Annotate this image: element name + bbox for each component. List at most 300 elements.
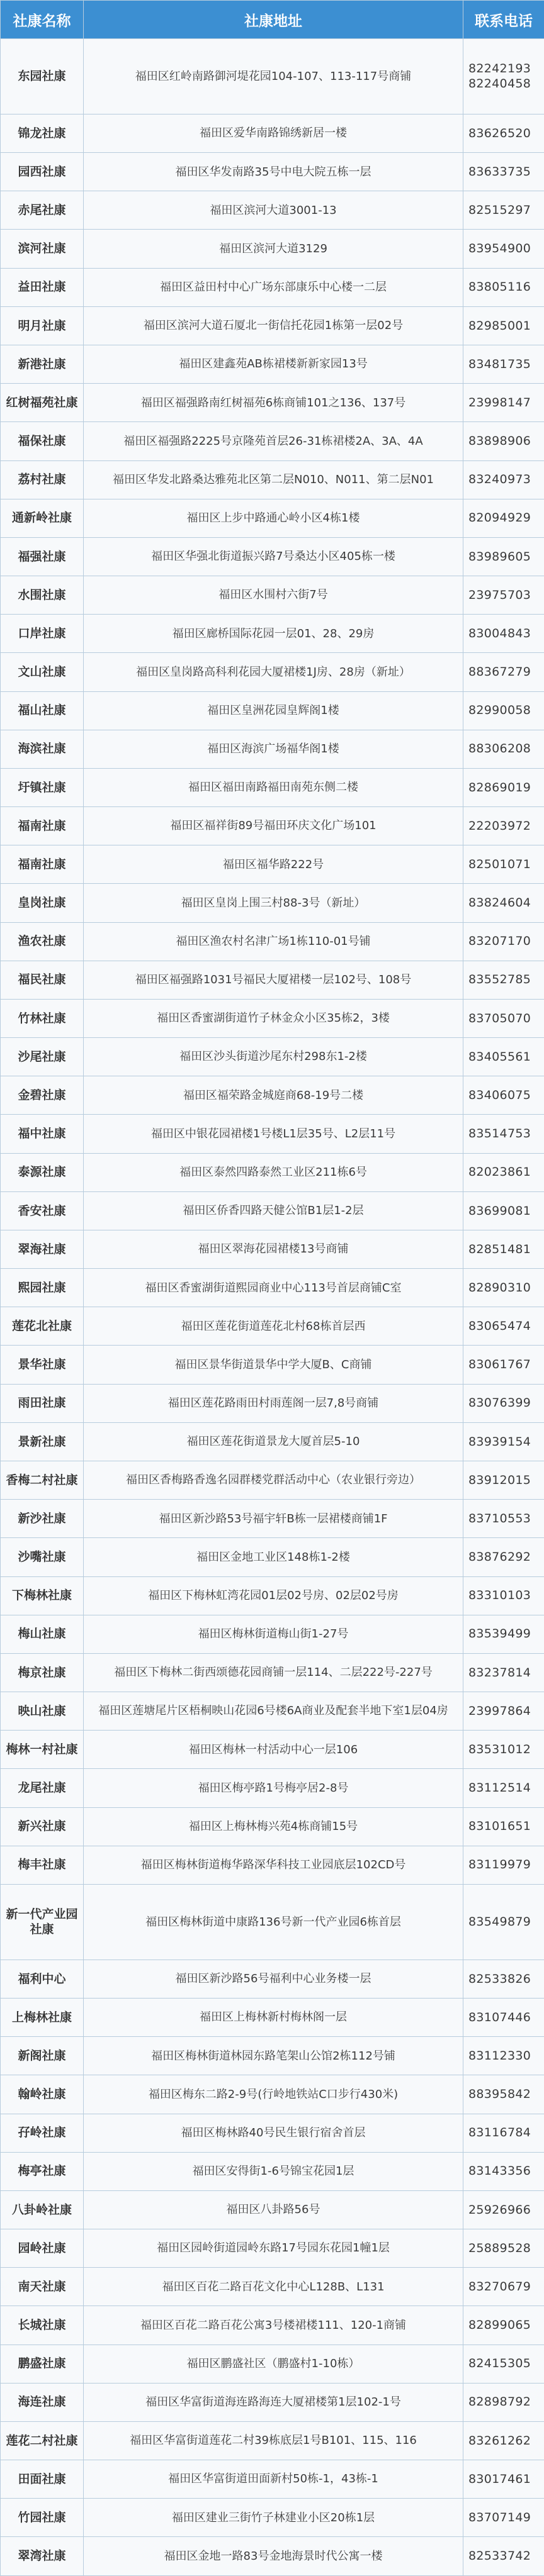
clinic-phone bbox=[463, 1384, 544, 1422]
clinic-name: 金碧社康 bbox=[1, 1076, 84, 1115]
table-row bbox=[1, 460, 544, 499]
clinic-address: 福田区梅林街道林园东路笔架山公馆2栋112号铺 bbox=[84, 2037, 463, 2075]
clinic-phone bbox=[463, 1115, 544, 1153]
clinic-address: 福田区华强北街道振兴路7号桑达小区405栋一楼 bbox=[84, 537, 463, 576]
clinic-phone bbox=[463, 422, 544, 460]
clinic-phone bbox=[463, 1500, 544, 1538]
phone-number: 83705070 bbox=[468, 1011, 531, 1025]
clinic-name: 梅京社康 bbox=[1, 1653, 84, 1692]
clinic-address: 福田区华富街道海连路海连大厦裙楼第1层102-1号 bbox=[84, 2383, 463, 2421]
clinic-phone bbox=[463, 1153, 544, 1191]
clinic-phone bbox=[463, 1230, 544, 1268]
phone-number: 83912015 bbox=[468, 1473, 531, 1487]
table-row bbox=[1, 730, 544, 768]
table-row bbox=[1, 306, 544, 345]
clinic-address: 福田区华富街道田面新村50栋-1，43栋-1 bbox=[84, 2460, 463, 2499]
table-row bbox=[1, 2037, 544, 2075]
clinic-address: 福田区福华路222号 bbox=[84, 845, 463, 884]
clinic-phone bbox=[463, 1731, 544, 1769]
clinic-phone bbox=[463, 2037, 544, 2075]
phone-number: 83954900 bbox=[468, 242, 531, 256]
phone-number: 82990058 bbox=[468, 703, 531, 718]
clinic-phone bbox=[463, 1615, 544, 1653]
clinic-address: 福田区梅林路40号民生银行宿舍首层 bbox=[84, 2114, 463, 2152]
clinic-phone bbox=[463, 1807, 544, 1846]
clinic-phone bbox=[463, 2152, 544, 2190]
clinic-name: 上梅林社康 bbox=[1, 1999, 84, 2037]
clinic-address: 福田区爱华南路锦绣新居一楼 bbox=[84, 114, 463, 152]
clinic-phone bbox=[463, 2537, 544, 2576]
clinic-name: 竹林社康 bbox=[1, 999, 84, 1037]
clinic-phone bbox=[463, 1884, 544, 1960]
phone-number: 83076399 bbox=[468, 1396, 531, 1410]
clinic-name: 荔村社康 bbox=[1, 460, 84, 499]
clinic-name: 映山社康 bbox=[1, 1692, 84, 1731]
phone-number: 82240458 bbox=[468, 77, 531, 91]
clinic-address: 福田区园岭街道园岭东路17号园东花园1幢1层 bbox=[84, 2229, 463, 2268]
phone-number: 83061767 bbox=[468, 1358, 531, 1372]
clinic-phone bbox=[463, 2268, 544, 2306]
clinic-address: 福田区福强路南红树福苑6栋商铺101之136、137号 bbox=[84, 384, 463, 422]
clinic-phone bbox=[463, 922, 544, 961]
clinic-name: 锦龙社康 bbox=[1, 114, 84, 152]
phone-number: 88367279 bbox=[468, 665, 531, 679]
clinic-phone bbox=[463, 384, 544, 422]
clinic-address: 福田区梅林街道梅华路深华科技工业园底层102CD号 bbox=[84, 1846, 463, 1884]
clinic-name: 香梅二村社康 bbox=[1, 1461, 84, 1499]
clinic-name: 沙嘴社康 bbox=[1, 1538, 84, 1576]
phone-number: 82533826 bbox=[468, 1971, 531, 1986]
clinic-phone bbox=[463, 2345, 544, 2383]
phone-number: 83004843 bbox=[468, 626, 531, 640]
clinic-address: 福田区百花二路百花公寓3号楼裙楼111、120-1商铺 bbox=[84, 2306, 463, 2345]
clinic-phone bbox=[463, 576, 544, 615]
clinic-address: 福田区香蜜湖街道熙园商业中心113号首层商铺C室 bbox=[84, 1269, 463, 1307]
clinic-address: 福田区新沙路53号福宇轩B栋一层裙楼商铺1F bbox=[84, 1500, 463, 1538]
table-row bbox=[1, 1038, 544, 1076]
table-row bbox=[1, 1346, 544, 1384]
clinic-phone bbox=[463, 807, 544, 845]
phone-number: 82533742 bbox=[468, 2549, 531, 2563]
phone-number: 82869019 bbox=[468, 780, 531, 795]
clinic-phone bbox=[463, 845, 544, 884]
clinic-phone bbox=[463, 691, 544, 730]
table-row bbox=[1, 653, 544, 691]
table-row bbox=[1, 999, 544, 1037]
table-row bbox=[1, 1076, 544, 1115]
clinic-phone bbox=[463, 191, 544, 230]
clinic-phone bbox=[463, 1269, 544, 1307]
phone-number: 83112514 bbox=[468, 1781, 531, 1795]
clinic-address: 福田区益田村中心广场东部康乐中心楼一二层 bbox=[84, 268, 463, 306]
clinic-name: 孖岭社康 bbox=[1, 2114, 84, 2152]
clinic-name: 福南社康 bbox=[1, 845, 84, 884]
header-row bbox=[1, 1, 544, 39]
phone-number: 83143356 bbox=[468, 2164, 531, 2178]
clinic-address: 福田区华富街道莲花二村39栋底层1号B101、115、116 bbox=[84, 2421, 463, 2460]
clinic-name: 新港社康 bbox=[1, 345, 84, 384]
table-row bbox=[1, 2383, 544, 2421]
table-row bbox=[1, 1153, 544, 1191]
clinic-address: 福田区下梅林二街西颂德花园商铺一层114、二层222号-227号 bbox=[84, 1653, 463, 1692]
clinic-address: 福田区渔农村名津广场1栋110-01号铺 bbox=[84, 922, 463, 961]
clinic-address: 福田区百花二路百花文化中心L128B、L131 bbox=[84, 2268, 463, 2306]
table-row bbox=[1, 2229, 544, 2268]
table-row bbox=[1, 1115, 544, 1153]
clinic-phone bbox=[463, 2383, 544, 2421]
phone-number: 83549879 bbox=[468, 1915, 531, 1929]
clinic-name: 通新岭社康 bbox=[1, 499, 84, 537]
table-row bbox=[1, 384, 544, 422]
clinic-phone bbox=[463, 961, 544, 999]
clinic-address: 福田区金地一路83号金地海景时代公寓一楼 bbox=[84, 2537, 463, 2576]
clinic-address: 福田区香蜜湖街道竹子林金众小区35栋2，3楼 bbox=[84, 999, 463, 1037]
clinic-name: 新阁社康 bbox=[1, 2037, 84, 2075]
clinic-address: 福田区香梅路香逸名园群楼党群活动中心（农业银行旁边） bbox=[84, 1461, 463, 1499]
clinic-phone bbox=[463, 39, 544, 114]
clinic-address: 福田区上步中路通心岭小区4栋1楼 bbox=[84, 499, 463, 537]
clinic-name: 新兴社康 bbox=[1, 1807, 84, 1846]
clinic-address: 福田区莲花街道景龙大厦首层5-10 bbox=[84, 1422, 463, 1461]
phone-number: 23975703 bbox=[468, 588, 531, 602]
clinic-phone bbox=[463, 768, 544, 806]
clinic-address: 福田区下梅林虹湾花园01层02号房、02层02号房 bbox=[84, 1576, 463, 1615]
table-row bbox=[1, 1307, 544, 1346]
clinic-name: 景华社康 bbox=[1, 1346, 84, 1384]
table-row bbox=[1, 845, 544, 884]
phone-number: 88395842 bbox=[468, 2087, 531, 2102]
clinic-name: 沙尾社康 bbox=[1, 1038, 84, 1076]
clinic-phone bbox=[463, 1576, 544, 1615]
table-row bbox=[1, 1576, 544, 1615]
clinic-name: 香安社康 bbox=[1, 1191, 84, 1230]
clinic-address: 福田区海滨广场福华阁1楼 bbox=[84, 730, 463, 768]
phone-number: 83101651 bbox=[468, 1819, 531, 1834]
clinic-name: 明月社康 bbox=[1, 306, 84, 345]
phone-number: 83710553 bbox=[468, 1511, 531, 1525]
clinic-phone bbox=[463, 306, 544, 345]
phone-number: 88306208 bbox=[468, 742, 531, 756]
clinic-address: 福田区翠海花园裙楼13号商铺 bbox=[84, 1230, 463, 1268]
phone-number: 83112330 bbox=[468, 2048, 531, 2063]
clinic-phone bbox=[463, 2114, 544, 2152]
clinic-name: 泰源社康 bbox=[1, 1153, 84, 1191]
table-row bbox=[1, 499, 544, 537]
clinic-name: 渔农社康 bbox=[1, 922, 84, 961]
clinic-name: 东园社康 bbox=[1, 39, 84, 114]
clinic-phone bbox=[463, 2421, 544, 2460]
phone-number: 83939154 bbox=[468, 1434, 531, 1449]
table-row bbox=[1, 2114, 544, 2152]
table-row bbox=[1, 691, 544, 730]
clinic-phone bbox=[463, 653, 544, 691]
clinic-name: 益田社康 bbox=[1, 268, 84, 306]
clinic-name: 翠湾社康 bbox=[1, 2537, 84, 2576]
phone-number: 83531012 bbox=[468, 1742, 531, 1756]
table-row bbox=[1, 114, 544, 152]
clinic-address: 福田区上梅林梅兴苑4栋商铺15号 bbox=[84, 1807, 463, 1846]
phone-number: 25889528 bbox=[468, 2241, 531, 2255]
phone-number: 83626520 bbox=[468, 126, 531, 140]
table-row bbox=[1, 230, 544, 268]
clinic-address: 福田区华发北路桑达雅苑北区第二层N010、N011、第二层N01 bbox=[84, 460, 463, 499]
clinic-name: 莲花二村社康 bbox=[1, 2421, 84, 2460]
clinic-phone bbox=[463, 1538, 544, 1576]
phone-number: 82890310 bbox=[468, 1280, 531, 1295]
clinic-name: 竹园社康 bbox=[1, 2499, 84, 2537]
clinic-name: 梅山社康 bbox=[1, 1615, 84, 1653]
clinic-phone bbox=[463, 537, 544, 576]
phone-number: 83539499 bbox=[468, 1627, 531, 1641]
clinic-name: 福保社康 bbox=[1, 422, 84, 460]
phone-number: 83876292 bbox=[468, 1550, 531, 1564]
clinic-name: 莲花北社康 bbox=[1, 1307, 84, 1346]
clinic-address: 福田区皇洲花园皇辉阁1楼 bbox=[84, 691, 463, 730]
table-row bbox=[1, 537, 544, 576]
table-row bbox=[1, 191, 544, 230]
clinic-phone bbox=[463, 1191, 544, 1230]
clinic-phone bbox=[463, 1769, 544, 1807]
table-row bbox=[1, 1884, 544, 1960]
table-row bbox=[1, 961, 544, 999]
table-row bbox=[1, 884, 544, 922]
table-row bbox=[1, 1807, 544, 1846]
clinic-name: 口岸社康 bbox=[1, 615, 84, 653]
clinic-address: 福田区建鑫苑AB栋裙楼新新家园13号 bbox=[84, 345, 463, 384]
clinic-phone bbox=[463, 499, 544, 537]
header-phone: 联系电话 bbox=[463, 1, 544, 39]
table-row bbox=[1, 1191, 544, 1230]
clinic-address: 福田区上梅林新村梅林阁一层 bbox=[84, 1999, 463, 2037]
clinic-name: 下梅林社康 bbox=[1, 1576, 84, 1615]
clinic-name: 海连社康 bbox=[1, 2383, 84, 2421]
clinic-name: 福强社康 bbox=[1, 537, 84, 576]
phone-number: 83237814 bbox=[468, 1665, 531, 1680]
table-row bbox=[1, 922, 544, 961]
clinic-name: 景新社康 bbox=[1, 1422, 84, 1461]
clinic-phone bbox=[463, 268, 544, 306]
header-name: 社康名称 bbox=[1, 1, 84, 39]
clinic-address: 福田区福强路2225号京隆苑首层26-31栋裙楼2A、3A、4A bbox=[84, 422, 463, 460]
table-row bbox=[1, 2421, 544, 2460]
clinic-phone bbox=[463, 114, 544, 152]
clinic-address: 福田区福荣路金城庭商68-19号二楼 bbox=[84, 1076, 463, 1115]
clinic-address: 福田区梅林一村活动中心一层106 bbox=[84, 1731, 463, 1769]
phone-number: 83119979 bbox=[468, 1858, 531, 1872]
clinic-phone bbox=[463, 1692, 544, 1731]
phone-number: 83699081 bbox=[468, 1203, 531, 1218]
clinic-address: 福田区莲花路雨田村雨莲阁一层7,8号商铺 bbox=[84, 1384, 463, 1422]
table-row bbox=[1, 2345, 544, 2383]
clinic-address: 福田区福强路1031号福民大厦裙楼一层102号、108号 bbox=[84, 961, 463, 999]
phone-number: 83481735 bbox=[468, 357, 531, 371]
clinic-phone bbox=[463, 615, 544, 653]
clinic-phone bbox=[463, 2460, 544, 2499]
table-row bbox=[1, 268, 544, 306]
clinic-address: 福田区皇岗上围三村88-3号（新址） bbox=[84, 884, 463, 922]
clinic-phone bbox=[463, 1960, 544, 1998]
clinic-phone bbox=[463, 2306, 544, 2345]
table-row bbox=[1, 2306, 544, 2345]
phone-number: 83989605 bbox=[468, 549, 531, 564]
phone-number: 83824604 bbox=[468, 896, 531, 910]
table-row bbox=[1, 1461, 544, 1499]
clinic-phone bbox=[463, 1346, 544, 1384]
phone-number: 83017461 bbox=[468, 2472, 531, 2486]
table-row bbox=[1, 2268, 544, 2306]
table-row bbox=[1, 1422, 544, 1461]
clinic-address: 福田区华发南路35号中电大院五栋一层 bbox=[84, 153, 463, 191]
clinic-name: 赤尾社康 bbox=[1, 191, 84, 230]
clinic-address: 福田区中银花园裙楼1号楼L1层35号、L2层11号 bbox=[84, 1115, 463, 1153]
clinic-address: 福田区福田南路福田南苑东侧二楼 bbox=[84, 768, 463, 806]
clinic-address: 福田区鹏盛社区（鹏盛村1-10栋） bbox=[84, 2345, 463, 2383]
clinic-phone bbox=[463, 1846, 544, 1884]
clinic-name: 雨田社康 bbox=[1, 1384, 84, 1422]
table-row bbox=[1, 1384, 544, 1422]
clinic-phone bbox=[463, 884, 544, 922]
table-row bbox=[1, 2499, 544, 2537]
table-body bbox=[1, 39, 544, 2576]
table-row bbox=[1, 2460, 544, 2499]
phone-number: 83514753 bbox=[468, 1127, 531, 1141]
table-row bbox=[1, 345, 544, 384]
table-row bbox=[1, 153, 544, 191]
clinic-address: 福田区廊桥国际花园一层01、28、29房 bbox=[84, 615, 463, 653]
clinic-address: 福田区梅东二路2-9号(行岭地铁站C口步行430米) bbox=[84, 2075, 463, 2114]
clinic-address: 福田区滨河大道3001-13 bbox=[84, 191, 463, 230]
clinic-name: 八卦岭社康 bbox=[1, 2190, 84, 2229]
table-row bbox=[1, 1692, 544, 1731]
phone-number: 83405561 bbox=[468, 1049, 531, 1064]
phone-number: 83633735 bbox=[468, 164, 531, 179]
clinic-phone bbox=[463, 460, 544, 499]
phone-number: 83707149 bbox=[468, 2510, 531, 2524]
clinic-phone bbox=[463, 999, 544, 1037]
table-row bbox=[1, 1269, 544, 1307]
table-row bbox=[1, 576, 544, 615]
phone-number: 83898906 bbox=[468, 434, 531, 449]
clinic-name: 圩镇社康 bbox=[1, 768, 84, 806]
phone-number: 83406075 bbox=[468, 1088, 531, 1102]
clinic-address: 福田区梅林街道梅山街1-27号 bbox=[84, 1615, 463, 1653]
clinic-address: 福田区泰然四路泰然工业区211栋6号 bbox=[84, 1153, 463, 1191]
phone-number: 83116784 bbox=[468, 2126, 531, 2140]
table-row bbox=[1, 1538, 544, 1576]
phone-number: 82898792 bbox=[468, 2395, 531, 2409]
clinic-name: 翠海社康 bbox=[1, 1230, 84, 1268]
table-row bbox=[1, 615, 544, 653]
table-row bbox=[1, 1230, 544, 1268]
clinic-name: 福山社康 bbox=[1, 691, 84, 730]
clinic-name: 翰岭社康 bbox=[1, 2075, 84, 2114]
phone-number: 83107446 bbox=[468, 2010, 531, 2024]
phone-number: 23998147 bbox=[468, 395, 531, 410]
phone-number: 83261262 bbox=[468, 2433, 531, 2448]
clinic-name: 鹏盛社康 bbox=[1, 2345, 84, 2383]
clinic-address: 福田区安得街1-6号锦宝花园1层 bbox=[84, 2152, 463, 2190]
clinic-name: 田面社康 bbox=[1, 2460, 84, 2499]
clinic-name: 龙尾社康 bbox=[1, 1769, 84, 1807]
phone-number: 83270679 bbox=[468, 2279, 531, 2294]
phone-number: 83805116 bbox=[468, 280, 531, 294]
clinic-name: 梅亭社康 bbox=[1, 2152, 84, 2190]
clinic-address: 福田区金地工业区148栋1-2楼 bbox=[84, 1538, 463, 1576]
clinic-name: 南天社康 bbox=[1, 2268, 84, 2306]
clinic-name: 文山社康 bbox=[1, 653, 84, 691]
clinic-address: 福田区景华街道景华中学大厦B、C商铺 bbox=[84, 1346, 463, 1384]
clinic-name: 红树福苑社康 bbox=[1, 384, 84, 422]
phone-number: 82094929 bbox=[468, 511, 531, 525]
header-address: 社康地址 bbox=[84, 1, 463, 39]
table-row bbox=[1, 422, 544, 460]
clinic-address: 福田区皇岗路高科利花园大厦裙楼1J房、28房（新址） bbox=[84, 653, 463, 691]
clinic-address: 福田区梅亭路1号梅亭居2-8号 bbox=[84, 1769, 463, 1807]
clinic-phone bbox=[463, 2229, 544, 2268]
clinic-name: 梅林一村社康 bbox=[1, 1731, 84, 1769]
phone-number: 83240973 bbox=[468, 472, 531, 487]
phone-number: 83310103 bbox=[468, 1588, 531, 1603]
clinic-address: 福田区福祥街89号福田环庆文化广场101 bbox=[84, 807, 463, 845]
clinic-phone bbox=[463, 345, 544, 384]
table-row bbox=[1, 2075, 544, 2114]
clinic-name: 滨河社康 bbox=[1, 230, 84, 268]
clinic-name: 熙园社康 bbox=[1, 1269, 84, 1307]
phone-number: 82242193 bbox=[468, 61, 531, 75]
phone-number: 23997864 bbox=[468, 1703, 531, 1718]
clinic-name: 梅丰社康 bbox=[1, 1846, 84, 1884]
clinic-address: 福田区滨河大道3129 bbox=[84, 230, 463, 268]
clinic-phone bbox=[463, 1653, 544, 1692]
phone-number: 22203972 bbox=[468, 818, 531, 833]
phone-number: 82851481 bbox=[468, 1242, 531, 1256]
clinic-name: 海滨社康 bbox=[1, 730, 84, 768]
table-row bbox=[1, 1846, 544, 1884]
clinic-name: 皇岗社康 bbox=[1, 884, 84, 922]
clinic-phone bbox=[463, 153, 544, 191]
clinic-address: 福田区新沙路56号福利中心业务楼一层 bbox=[84, 1960, 463, 1998]
clinic-address: 福田区莲花街道莲花北村68栋首层西 bbox=[84, 1307, 463, 1346]
clinic-address: 福田区建业三街竹子林建业小区20栋1层 bbox=[84, 2499, 463, 2537]
clinic-name: 园西社康 bbox=[1, 153, 84, 191]
table-row bbox=[1, 807, 544, 845]
phone-number: 83065474 bbox=[468, 1319, 531, 1334]
clinic-phone bbox=[463, 1999, 544, 2037]
clinic-name: 福利中心 bbox=[1, 1960, 84, 1998]
phone-number: 82023861 bbox=[468, 1165, 531, 1179]
clinic-address: 福田区八卦路56号 bbox=[84, 2190, 463, 2229]
table-row bbox=[1, 768, 544, 806]
clinic-phone bbox=[463, 2190, 544, 2229]
clinic-phone bbox=[463, 1461, 544, 1499]
clinic-phone bbox=[463, 730, 544, 768]
table-row bbox=[1, 1999, 544, 2037]
clinic-name: 福中社康 bbox=[1, 1115, 84, 1153]
clinic-name: 新一代产业园社康 bbox=[1, 1884, 84, 1960]
table-row bbox=[1, 1960, 544, 1998]
clinic-phone bbox=[463, 1422, 544, 1461]
clinic-phone bbox=[463, 2499, 544, 2537]
clinic-name: 福南社康 bbox=[1, 807, 84, 845]
clinic-phone bbox=[463, 2075, 544, 2114]
phone-number: 82415305 bbox=[468, 2356, 531, 2371]
clinic-name: 长城社康 bbox=[1, 2306, 84, 2345]
phone-number: 82899065 bbox=[468, 2318, 531, 2333]
clinic-name: 新沙社康 bbox=[1, 1500, 84, 1538]
phone-number: 82515297 bbox=[468, 203, 531, 218]
clinic-phone bbox=[463, 1038, 544, 1076]
clinic-name: 园岭社康 bbox=[1, 2229, 84, 2268]
